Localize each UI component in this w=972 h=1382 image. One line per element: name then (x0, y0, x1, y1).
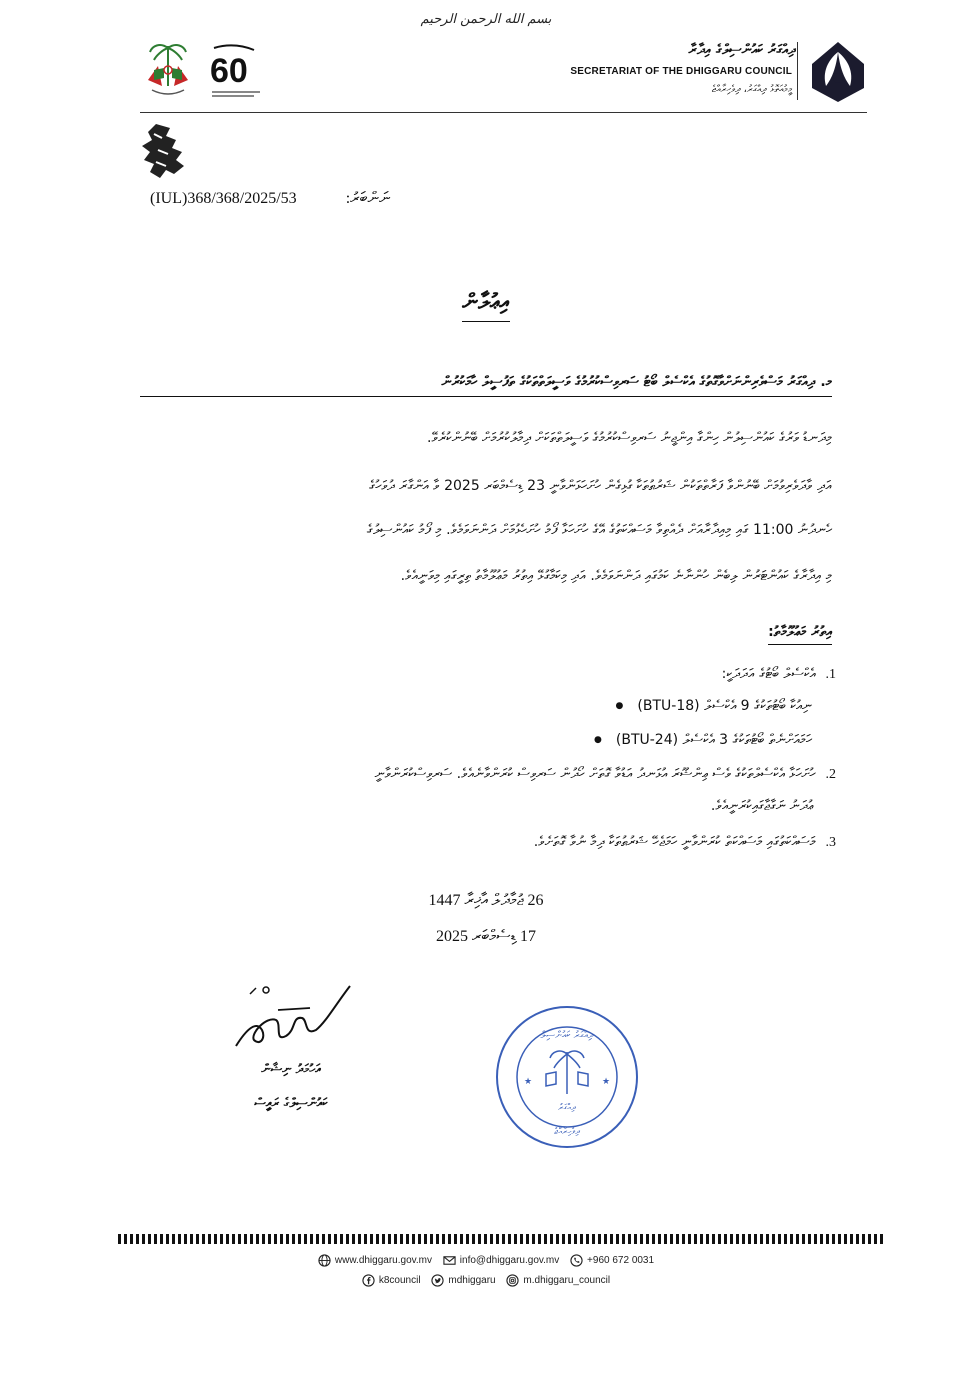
list-item-number: 2. (825, 767, 836, 782)
bullet-item-1: ނިއުކާ ބޯޓުތަކުގެ 9 އެކްސެލް (BTU-18) ● (616, 698, 812, 714)
list-item-number: 1. (825, 667, 836, 682)
svg-text:ދިވެހިރާއްޖެ: ދިވެހިރާއްޖެ (554, 1127, 580, 1137)
svg-text:★: ★ (602, 1077, 611, 1087)
footer-barcode-rule (118, 1234, 886, 1244)
bullet-item-2: ހަމައަށްނެތް ބޯޓުތަކުގެ 3 އެކްސެލް (BTU-24) ● (594, 732, 812, 748)
instagram-text: m.dhiggaru_council (523, 1275, 611, 1286)
footer-phone[interactable] (570, 1254, 654, 1267)
phone-icon (570, 1254, 583, 1267)
email-text: info@dhiggaru.gov.mv (459, 1255, 560, 1266)
phone-text: +960 672 0031 (587, 1255, 655, 1266)
twitter-text: mdhiggaru (448, 1275, 496, 1286)
body-line-3: ހެނދުނު 11:00 ގައި މިއިދާރާއަށް ދެއްތިވާ މަސައްކަތުގެ އޭގެ ހުށަހަޅާ ފޯމު ހުށަހެޅުމަށް ދަންނަވަމެވެ. މި ފޯމު ކައުންސިލުގެ (366, 522, 832, 538)
list-item-text: ހުށަހަޅާ އެކްސެލްތަކުގެ ވެސް ޢިންޝޫރަ އުޅަނދު އަޑުވާ ގޮތަށް ހޯދުން ސަރވިސް ކުރަންވާނެއެވެ. ސަރވިސްކުރަންވާނީ (374, 766, 816, 782)
signatory-name: އަހުމަދު ނިޝާން (261, 1062, 321, 1077)
footer-social-row (0, 1274, 972, 1290)
list-item-text: އެކްސެލް ބޯޓުގެ އަދަދަކީ: (721, 666, 816, 682)
body-line-4: މި އިދާރާގެ ކައުންޓަރުން ލިބެން ހުންނާނެ ކަމުގައި ދަންނަވަމެވެ. އަދި މިކަމާގުޅޭ އިތުރު މަޢުލޫމާތު ތިރީގައި މިވަނީއެވެ. (400, 568, 832, 584)
instagram-icon (506, 1274, 519, 1287)
signatory-title: ކައުންސިލްގެ ރައީސް (254, 1096, 328, 1111)
page-title-text: އިޢުލާން (462, 290, 509, 322)
facebook-icon (362, 1274, 375, 1287)
twitter-icon (431, 1274, 444, 1287)
website-text: www.dhiggaru.gov.mv (334, 1255, 433, 1266)
signature-icon (226, 980, 356, 1056)
atoll-map-icon (136, 120, 190, 184)
footer-facebook[interactable] (362, 1274, 421, 1287)
header-divider (797, 42, 798, 100)
council-logo-icon (806, 38, 870, 106)
maldives-emblem-icon (140, 40, 196, 100)
page-title (0, 290, 972, 315)
list-item (534, 832, 836, 853)
body-line-1: މިދަނޑު ވަރުގެ ކައުންސިލުން ހިންގާ އިންޖީނު ސަރވިސްކުރުމުގެ ވަސީލަތްތަކަށް ދިމާލުކުރުމަށް ބޭނުންކުރެވޭ. (427, 430, 832, 446)
globe-icon (318, 1254, 331, 1267)
svg-text:ދިއްގަރު ކައުންސިލް: ދިއްގަރު ކައުންސިލް (540, 1030, 594, 1041)
footer-email[interactable] (443, 1254, 559, 1267)
basmala: بسم الله الرحمن الرحيم (420, 12, 552, 27)
council-address: މީމުއަތޮޅު ދިއްގަރު، ދިވެހިރާއްޖެ (711, 84, 792, 95)
list-item (136, 764, 836, 785)
date-gregorian: 17 ޑިސެމްބަރ 2025 (435, 928, 537, 945)
envelope-icon (443, 1254, 456, 1267)
council-name-dhivehi: ދިއްގަރު ކައުންސިލްގެ އިދާރާ (688, 42, 796, 58)
svg-text:60: 60 (210, 52, 248, 90)
svg-text:ދިއްގަރު: ދިއްގަރު (557, 1103, 577, 1113)
footer-website[interactable] (318, 1254, 432, 1267)
body-line-2: އަދި ވާދަވެރިވުމަށް ބޭނުންވާ ފަރާތްތަކުން ޝަރުޠުތަކާ ގުޅިގެން ހުށަހަޅަންވާނީ 23 ޑިސެމްބަރ 2025 ވާ އަންގާރަ ދުވަހުގެ (369, 478, 832, 494)
header-rule (140, 112, 867, 113)
footer-twitter[interactable] (431, 1274, 495, 1287)
footer-contact-row (0, 1254, 972, 1270)
reference-number-row (150, 190, 390, 208)
reference-number: (IUL)368/368/2025/53 (150, 190, 297, 207)
council-name-english: SECRETARIAT OF THE DHIGGARU COUNCIL (570, 66, 792, 77)
svg-text:★: ★ (524, 1077, 533, 1087)
facebook-text: k8council (378, 1275, 421, 1286)
list-item-continuation: ޢުދަނު ނަގާޖާގައިކުރަނީއެވެ. (710, 798, 814, 814)
list-item-text: މަސައްކަތުގައި މަސައްކަތް ކުރަންވާނީ ހަމަޖެހޭ ޝަރުޠުތަކާ ދިމާ ނުވާ ގޮތަށެވެ. (533, 834, 816, 850)
info-heading: އިތުރު މަޢުލޫމާތު: (768, 624, 832, 645)
anniversary-60-logo-icon (204, 40, 268, 104)
list-item (722, 664, 836, 685)
date-hijri: 26 ޖުމާދުލް އާޚިރާ 1447 (428, 892, 544, 909)
footer-instagram[interactable] (506, 1274, 610, 1287)
list-item-number: 3. (825, 835, 836, 850)
reference-label: ނަންބަރު: (345, 190, 390, 207)
official-seal-icon (494, 1004, 640, 1150)
subject-line: މ. ދިއްގަރު މަސްވެރިންނަށްވާގޮތުގެ އެކްސެލް ބޯޓު ސަރވިސްކުރުމުގެ ވަސީލަތްތަކުގެ ތަފުސީލް ހާމަކުރުން (140, 374, 832, 397)
